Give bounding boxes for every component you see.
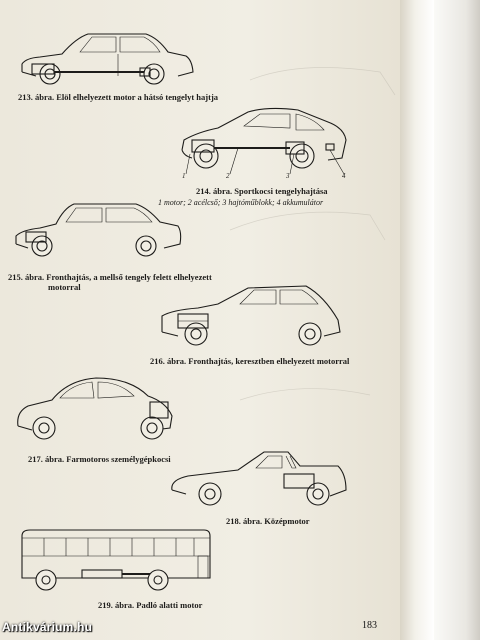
figure-214-caption: 214. ábra. Sportkocsi tengelyhajtása (196, 186, 328, 196)
figure-213-caption: 213. ábra. Elöl elhelyezett motor a hátsó tengelyt hajtja (18, 92, 219, 102)
figure-214-label-4: 4 (342, 172, 346, 180)
figure-214-label-3: 3 (286, 172, 290, 180)
figure-216-drawing (158, 282, 346, 348)
figure-218-caption: 218. ábra. Középmotor (226, 516, 310, 526)
figure-213-drawing (18, 28, 198, 88)
figure-219-caption: 219. ábra. Padló alatti motor (98, 600, 203, 610)
figure-215-caption-line2: motorral (48, 282, 81, 292)
figure-219-drawing (18, 526, 214, 592)
figure-214-legend: 1 motor; 2 acélcső; 3 hajtóműblokk; 4 akkumulátor (158, 198, 324, 207)
figure-214-label-2: 2 (226, 172, 230, 180)
figure-215-caption-line1: 215. ábra. Fronthajtás, a mellső tengely felett elhelyezett (8, 272, 212, 282)
figure-214-label-1: 1 (182, 172, 186, 180)
figure-217-drawing (12, 372, 180, 442)
figure-215-drawing (12, 200, 184, 260)
figure-214-drawing (178, 104, 350, 184)
figure-218-drawing (168, 446, 352, 508)
page-number: 183 (362, 620, 377, 631)
watermark: Antikvárium.hu (2, 620, 93, 634)
facing-page-edge (434, 0, 480, 640)
figure-216-caption: 216. ábra. Fronthajtás, keresztben elhelyezett motorral (150, 356, 350, 366)
figure-217-caption: 217. ábra. Farmotoros személygépkocsi (28, 454, 171, 464)
